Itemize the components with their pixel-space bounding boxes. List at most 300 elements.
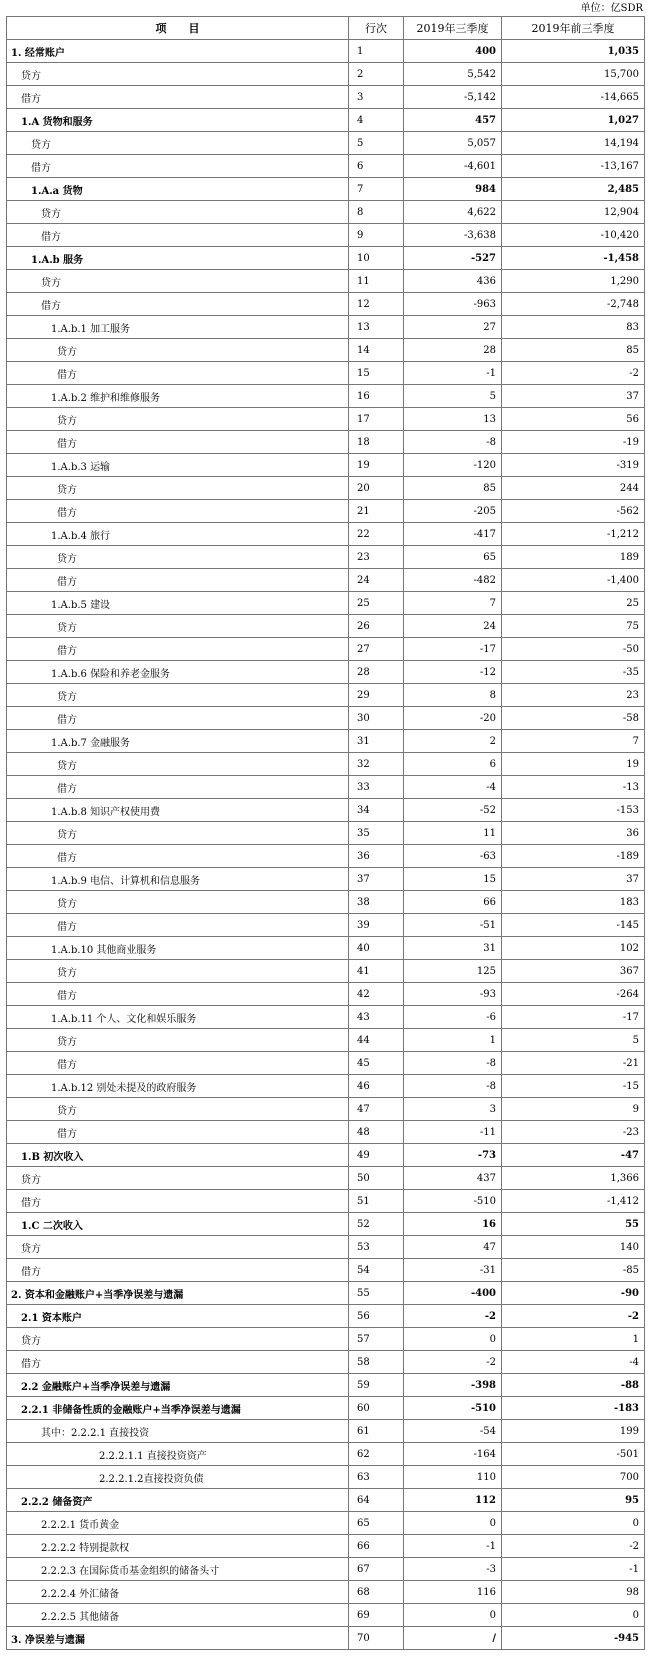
- row-number: 53: [349, 1236, 404, 1259]
- row-number: 68: [349, 1581, 404, 1604]
- table-row: [7, 500, 645, 523]
- row-number: 56: [349, 1305, 404, 1328]
- value-2019-q3: -2: [404, 1305, 502, 1328]
- row-label: 借方: [7, 362, 349, 385]
- balance-of-payments-table: [6, 16, 645, 1650]
- value-2019-first-three-quarters: -319: [502, 454, 645, 477]
- table-row: [7, 178, 645, 201]
- table-row: [7, 1604, 645, 1627]
- value-2019-q3: -73: [404, 1144, 502, 1167]
- row-number: 31: [349, 730, 404, 753]
- table-row: [7, 1420, 645, 1443]
- table-row: [7, 1374, 645, 1397]
- row-label: 贷方: [7, 960, 349, 983]
- value-2019-q3: -510: [404, 1397, 502, 1420]
- value-2019-first-three-quarters: -945: [502, 1627, 645, 1650]
- value-2019-first-three-quarters: -1: [502, 1558, 645, 1581]
- value-2019-first-three-quarters: 23: [502, 684, 645, 707]
- value-2019-q3: -31: [404, 1259, 502, 1282]
- row-label: 1.A.b.8 知识产权使用费: [7, 799, 349, 822]
- table-row: [7, 1328, 645, 1351]
- row-label: 1.A.b.1 加工服务: [7, 316, 349, 339]
- value-2019-first-three-quarters: 5: [502, 1029, 645, 1052]
- value-2019-q3: 984: [404, 178, 502, 201]
- value-2019-first-three-quarters: -145: [502, 914, 645, 937]
- row-label: 1.A.b.6 保险和养老金服务: [7, 661, 349, 684]
- value-2019-first-three-quarters: -189: [502, 845, 645, 868]
- row-label: 2.2.2.2 特别提款权: [7, 1535, 349, 1558]
- row-label: 借方: [7, 293, 349, 316]
- value-2019-q3: -20: [404, 707, 502, 730]
- row-label: 借方: [7, 1190, 349, 1213]
- row-number: 62: [349, 1443, 404, 1466]
- value-2019-q3: 24: [404, 615, 502, 638]
- row-label: 贷方: [7, 615, 349, 638]
- value-2019-first-three-quarters: 83: [502, 316, 645, 339]
- value-2019-first-three-quarters: -1,400: [502, 569, 645, 592]
- row-label: 借方: [7, 707, 349, 730]
- row-number: 38: [349, 891, 404, 914]
- row-label: 借方: [7, 569, 349, 592]
- header-item: 项 目: [7, 17, 349, 40]
- table-row: [7, 1236, 645, 1259]
- value-2019-q3: -6: [404, 1006, 502, 1029]
- row-label: 其中：2.2.2.1 直接投资: [7, 1420, 349, 1443]
- table-row: [7, 684, 645, 707]
- row-label: 借方: [7, 983, 349, 1006]
- value-2019-first-three-quarters: 14,194: [502, 132, 645, 155]
- row-label: 2.1 资本账户: [7, 1305, 349, 1328]
- table-row: [7, 339, 645, 362]
- value-2019-first-three-quarters: -2: [502, 362, 645, 385]
- row-number: 9: [349, 224, 404, 247]
- value-2019-first-three-quarters: 25: [502, 592, 645, 615]
- value-2019-q3: -93: [404, 983, 502, 1006]
- row-label: 贷方: [7, 1029, 349, 1052]
- row-number: 21: [349, 500, 404, 523]
- table-row: [7, 1581, 645, 1604]
- row-label: 借方: [7, 86, 349, 109]
- table-row: [7, 270, 645, 293]
- row-number: 35: [349, 822, 404, 845]
- value-2019-first-three-quarters: 36: [502, 822, 645, 845]
- value-2019-first-three-quarters: -15: [502, 1075, 645, 1098]
- row-number: 25: [349, 592, 404, 615]
- table-row: [7, 1006, 645, 1029]
- row-number: 17: [349, 408, 404, 431]
- table-row: [7, 1397, 645, 1420]
- row-number: 33: [349, 776, 404, 799]
- row-label: 借方: [7, 845, 349, 868]
- table-row: [7, 1098, 645, 1121]
- value-2019-q3: 5,542: [404, 63, 502, 86]
- header-row-number: 行次: [349, 17, 404, 40]
- table-row: [7, 1558, 645, 1581]
- row-number: 42: [349, 983, 404, 1006]
- table-row: [7, 661, 645, 684]
- value-2019-first-three-quarters: 37: [502, 385, 645, 408]
- value-2019-q3: 28: [404, 339, 502, 362]
- row-number: 50: [349, 1167, 404, 1190]
- table-row: [7, 385, 645, 408]
- value-2019-first-three-quarters: 1: [502, 1328, 645, 1351]
- row-number: 10: [349, 247, 404, 270]
- row-number: 2: [349, 63, 404, 86]
- row-number: 48: [349, 1121, 404, 1144]
- row-number: 8: [349, 201, 404, 224]
- row-label: 贷方: [7, 891, 349, 914]
- value-2019-q3: -3,638: [404, 224, 502, 247]
- table-row: [7, 868, 645, 891]
- value-2019-first-three-quarters: -17: [502, 1006, 645, 1029]
- value-2019-q3: 31: [404, 937, 502, 960]
- value-2019-first-three-quarters: -47: [502, 1144, 645, 1167]
- value-2019-q3: -482: [404, 569, 502, 592]
- value-2019-q3: -63: [404, 845, 502, 868]
- row-number: 55: [349, 1282, 404, 1305]
- value-2019-q3: -510: [404, 1190, 502, 1213]
- row-label: 借方: [7, 1121, 349, 1144]
- table-row: [7, 316, 645, 339]
- unit-label: 单位：亿SDR: [580, 3, 643, 14]
- table-row: [7, 1489, 645, 1512]
- row-number: 69: [349, 1604, 404, 1627]
- table-row: [7, 592, 645, 615]
- value-2019-first-three-quarters: -23: [502, 1121, 645, 1144]
- value-2019-first-three-quarters: 183: [502, 891, 645, 914]
- value-2019-q3: -527: [404, 247, 502, 270]
- row-label: 贷方: [7, 1098, 349, 1121]
- table-row: [7, 937, 645, 960]
- table-row: [7, 155, 645, 178]
- value-2019-q3: 2: [404, 730, 502, 753]
- table-row: [7, 1213, 645, 1236]
- value-2019-q3: -8: [404, 431, 502, 454]
- header-2019-q3: 2019年三季度: [404, 17, 502, 40]
- value-2019-q3: -54: [404, 1420, 502, 1443]
- value-2019-first-three-quarters: -183: [502, 1397, 645, 1420]
- row-number: 45: [349, 1052, 404, 1075]
- row-label: 借方: [7, 638, 349, 661]
- value-2019-q3: -3: [404, 1558, 502, 1581]
- value-2019-first-three-quarters: -35: [502, 661, 645, 684]
- row-number: 43: [349, 1006, 404, 1029]
- row-number: 6: [349, 155, 404, 178]
- row-label: 借方: [7, 431, 349, 454]
- row-number: 70: [349, 1627, 404, 1650]
- value-2019-first-three-quarters: 1,366: [502, 1167, 645, 1190]
- value-2019-first-three-quarters: -2,748: [502, 293, 645, 316]
- table-row: [7, 1144, 645, 1167]
- value-2019-first-three-quarters: -14,665: [502, 86, 645, 109]
- row-label: 1.A.b.2 维护和维修服务: [7, 385, 349, 408]
- value-2019-first-three-quarters: 2,485: [502, 178, 645, 201]
- value-2019-first-three-quarters: -562: [502, 500, 645, 523]
- row-number: 34: [349, 799, 404, 822]
- value-2019-q3: 0: [404, 1604, 502, 1627]
- value-2019-first-three-quarters: -58: [502, 707, 645, 730]
- table-row: [7, 546, 645, 569]
- row-label: 贷方: [7, 408, 349, 431]
- value-2019-first-three-quarters: -1,412: [502, 1190, 645, 1213]
- value-2019-q3: 7: [404, 592, 502, 615]
- row-label: 1.A 货物和服务: [7, 109, 349, 132]
- row-number: 64: [349, 1489, 404, 1512]
- value-2019-q3: 16: [404, 1213, 502, 1236]
- row-label: 借方: [7, 1052, 349, 1075]
- header-2019-first-three-quarters: 2019年前三季度: [502, 17, 645, 40]
- row-label: 贷方: [7, 270, 349, 293]
- value-2019-q3: 436: [404, 270, 502, 293]
- value-2019-first-three-quarters: -264: [502, 983, 645, 1006]
- row-number: 24: [349, 569, 404, 592]
- table-row: [7, 1282, 645, 1305]
- row-number: 23: [349, 546, 404, 569]
- row-label: 2.2.2.1.2直接投资负债: [7, 1466, 349, 1489]
- row-label: 1. 经常账户: [7, 40, 349, 63]
- row-number: 16: [349, 385, 404, 408]
- row-label: 1.A.b.9 电信、计算机和信息服务: [7, 868, 349, 891]
- row-number: 15: [349, 362, 404, 385]
- value-2019-q3: 457: [404, 109, 502, 132]
- row-number: 59: [349, 1374, 404, 1397]
- row-label: 2.2.2.1.1 直接投资资产: [7, 1443, 349, 1466]
- value-2019-first-three-quarters: 56: [502, 408, 645, 431]
- row-number: 13: [349, 316, 404, 339]
- row-label: 1.A.b.3 运输: [7, 454, 349, 477]
- value-2019-first-three-quarters: -501: [502, 1443, 645, 1466]
- row-number: 27: [349, 638, 404, 661]
- row-number: 4: [349, 109, 404, 132]
- row-label: 借方: [7, 500, 349, 523]
- value-2019-first-three-quarters: 199: [502, 1420, 645, 1443]
- row-number: 12: [349, 293, 404, 316]
- row-label: 借方: [7, 776, 349, 799]
- table-row: [7, 799, 645, 822]
- value-2019-q3: 5,057: [404, 132, 502, 155]
- row-label: 贷方: [7, 546, 349, 569]
- row-number: 44: [349, 1029, 404, 1052]
- row-number: 40: [349, 937, 404, 960]
- table-row: [7, 132, 645, 155]
- value-2019-q3: 27: [404, 316, 502, 339]
- value-2019-q3: -205: [404, 500, 502, 523]
- table-row: [7, 1029, 645, 1052]
- value-2019-first-three-quarters: -13: [502, 776, 645, 799]
- value-2019-first-three-quarters: 55: [502, 1213, 645, 1236]
- value-2019-q3: 112: [404, 1489, 502, 1512]
- table-row: [7, 1167, 645, 1190]
- table-row: [7, 40, 645, 63]
- row-number: 65: [349, 1512, 404, 1535]
- row-number: 22: [349, 523, 404, 546]
- value-2019-first-three-quarters: 15,700: [502, 63, 645, 86]
- table-row: [7, 1052, 645, 1075]
- value-2019-q3: 65: [404, 546, 502, 569]
- row-label: 2.2.2.3 在国际货币基金组织的储备头寸: [7, 1558, 349, 1581]
- row-number: 51: [349, 1190, 404, 1213]
- row-label: 1.A.b.11 个人、文化和娱乐服务: [7, 1006, 349, 1029]
- row-label: 贷方: [7, 1167, 349, 1190]
- value-2019-first-three-quarters: 102: [502, 937, 645, 960]
- table-row: [7, 1535, 645, 1558]
- row-label: 3. 净误差与遗漏: [7, 1627, 349, 1650]
- row-label: 贷方: [7, 753, 349, 776]
- row-label: 借方: [7, 224, 349, 247]
- row-label: 贷方: [7, 201, 349, 224]
- value-2019-q3: 437: [404, 1167, 502, 1190]
- value-2019-q3: 125: [404, 960, 502, 983]
- table-row: [7, 707, 645, 730]
- row-label: 借方: [7, 914, 349, 937]
- value-2019-first-three-quarters: -50: [502, 638, 645, 661]
- value-2019-first-three-quarters: 244: [502, 477, 645, 500]
- value-2019-first-three-quarters: 75: [502, 615, 645, 638]
- value-2019-q3: 400: [404, 40, 502, 63]
- value-2019-first-three-quarters: 1,027: [502, 109, 645, 132]
- row-label: 1.A.a 货物: [7, 178, 349, 201]
- value-2019-first-three-quarters: -13,167: [502, 155, 645, 178]
- table-row: [7, 247, 645, 270]
- row-number: 7: [349, 178, 404, 201]
- value-2019-first-three-quarters: 98: [502, 1581, 645, 1604]
- row-number: 28: [349, 661, 404, 684]
- value-2019-q3: 11: [404, 822, 502, 845]
- table-row: [7, 454, 645, 477]
- value-2019-first-three-quarters: -19: [502, 431, 645, 454]
- table-row: [7, 109, 645, 132]
- row-number: 20: [349, 477, 404, 500]
- table-row: [7, 776, 645, 799]
- row-label: 借方: [7, 1259, 349, 1282]
- table-row: [7, 1351, 645, 1374]
- row-label: 贷方: [7, 339, 349, 362]
- table-row: [7, 408, 645, 431]
- table-row: [7, 845, 645, 868]
- table-row: [7, 753, 645, 776]
- value-2019-first-three-quarters: -88: [502, 1374, 645, 1397]
- value-2019-q3: 0: [404, 1512, 502, 1535]
- row-number: 32: [349, 753, 404, 776]
- table-row: [7, 1627, 645, 1650]
- value-2019-q3: /: [404, 1627, 502, 1650]
- row-label: 贷方: [7, 1328, 349, 1351]
- row-label: 1.A.b.10 其他商业服务: [7, 937, 349, 960]
- row-label: 2.2.1 非储备性质的金融账户+当季净误差与遗漏: [7, 1397, 349, 1420]
- row-number: 66: [349, 1535, 404, 1558]
- value-2019-first-three-quarters: 1,035: [502, 40, 645, 63]
- row-label: 贷方: [7, 63, 349, 86]
- row-label: 2.2.2.5 其他储备: [7, 1604, 349, 1627]
- value-2019-first-three-quarters: 0: [502, 1604, 645, 1627]
- value-2019-q3: -120: [404, 454, 502, 477]
- row-label: 1.A.b.12 别处未提及的政府服务: [7, 1075, 349, 1098]
- value-2019-q3: -12: [404, 661, 502, 684]
- row-number: 5: [349, 132, 404, 155]
- table-row: [7, 201, 645, 224]
- table-row: [7, 1512, 645, 1535]
- value-2019-q3: -1: [404, 1535, 502, 1558]
- row-number: 14: [349, 339, 404, 362]
- value-2019-q3: 3: [404, 1098, 502, 1121]
- row-number: 29: [349, 684, 404, 707]
- value-2019-first-three-quarters: -21: [502, 1052, 645, 1075]
- value-2019-first-three-quarters: 1,290: [502, 270, 645, 293]
- row-label: 1.B 初次收入: [7, 1144, 349, 1167]
- table-row: [7, 224, 645, 247]
- value-2019-q3: -398: [404, 1374, 502, 1397]
- table-row: [7, 1259, 645, 1282]
- value-2019-first-three-quarters: 7: [502, 730, 645, 753]
- value-2019-first-three-quarters: -10,420: [502, 224, 645, 247]
- value-2019-q3: -164: [404, 1443, 502, 1466]
- value-2019-first-three-quarters: 85: [502, 339, 645, 362]
- value-2019-first-three-quarters: 140: [502, 1236, 645, 1259]
- row-label: 贷方: [7, 1236, 349, 1259]
- value-2019-first-three-quarters: -1,212: [502, 523, 645, 546]
- table-row: [7, 523, 645, 546]
- value-2019-q3: -1: [404, 362, 502, 385]
- value-2019-q3: -4: [404, 776, 502, 799]
- value-2019-q3: 85: [404, 477, 502, 500]
- value-2019-first-three-quarters: -1,458: [502, 247, 645, 270]
- row-label: 2.2.2 储备资产: [7, 1489, 349, 1512]
- value-2019-first-three-quarters: -4: [502, 1351, 645, 1374]
- value-2019-q3: -51: [404, 914, 502, 937]
- value-2019-first-three-quarters: 367: [502, 960, 645, 983]
- row-label: 2.2.2.4 外汇储备: [7, 1581, 349, 1604]
- row-number: 60: [349, 1397, 404, 1420]
- table-row: [7, 86, 645, 109]
- value-2019-first-three-quarters: -90: [502, 1282, 645, 1305]
- value-2019-q3: 1: [404, 1029, 502, 1052]
- value-2019-q3: 0: [404, 1328, 502, 1351]
- value-2019-first-three-quarters: 37: [502, 868, 645, 891]
- value-2019-q3: -8: [404, 1075, 502, 1098]
- value-2019-first-three-quarters: -2: [502, 1535, 645, 1558]
- table-row: [7, 63, 645, 86]
- table-row: [7, 1121, 645, 1144]
- row-number: 63: [349, 1466, 404, 1489]
- row-number: 19: [349, 454, 404, 477]
- row-number: 3: [349, 86, 404, 109]
- value-2019-q3: -400: [404, 1282, 502, 1305]
- value-2019-q3: 15: [404, 868, 502, 891]
- value-2019-first-three-quarters: 95: [502, 1489, 645, 1512]
- table-row: [7, 362, 645, 385]
- row-label: 1.A.b.7 金融服务: [7, 730, 349, 753]
- value-2019-q3: 66: [404, 891, 502, 914]
- row-label: 2. 资本和金融账户+当季净误差与遗漏: [7, 1282, 349, 1305]
- table-row: [7, 638, 645, 661]
- table-row: [7, 914, 645, 937]
- value-2019-q3: 5: [404, 385, 502, 408]
- table-row: [7, 960, 645, 983]
- row-label: 1.A.b 服务: [7, 247, 349, 270]
- value-2019-q3: -417: [404, 523, 502, 546]
- row-number: 49: [349, 1144, 404, 1167]
- table-row: [7, 1466, 645, 1489]
- table-row: [7, 477, 645, 500]
- row-number: 37: [349, 868, 404, 891]
- table-row: [7, 1075, 645, 1098]
- value-2019-q3: 116: [404, 1581, 502, 1604]
- value-2019-first-three-quarters: 9: [502, 1098, 645, 1121]
- row-number: 26: [349, 615, 404, 638]
- value-2019-q3: -52: [404, 799, 502, 822]
- row-number: 39: [349, 914, 404, 937]
- row-label: 1.A.b.5 建设: [7, 592, 349, 615]
